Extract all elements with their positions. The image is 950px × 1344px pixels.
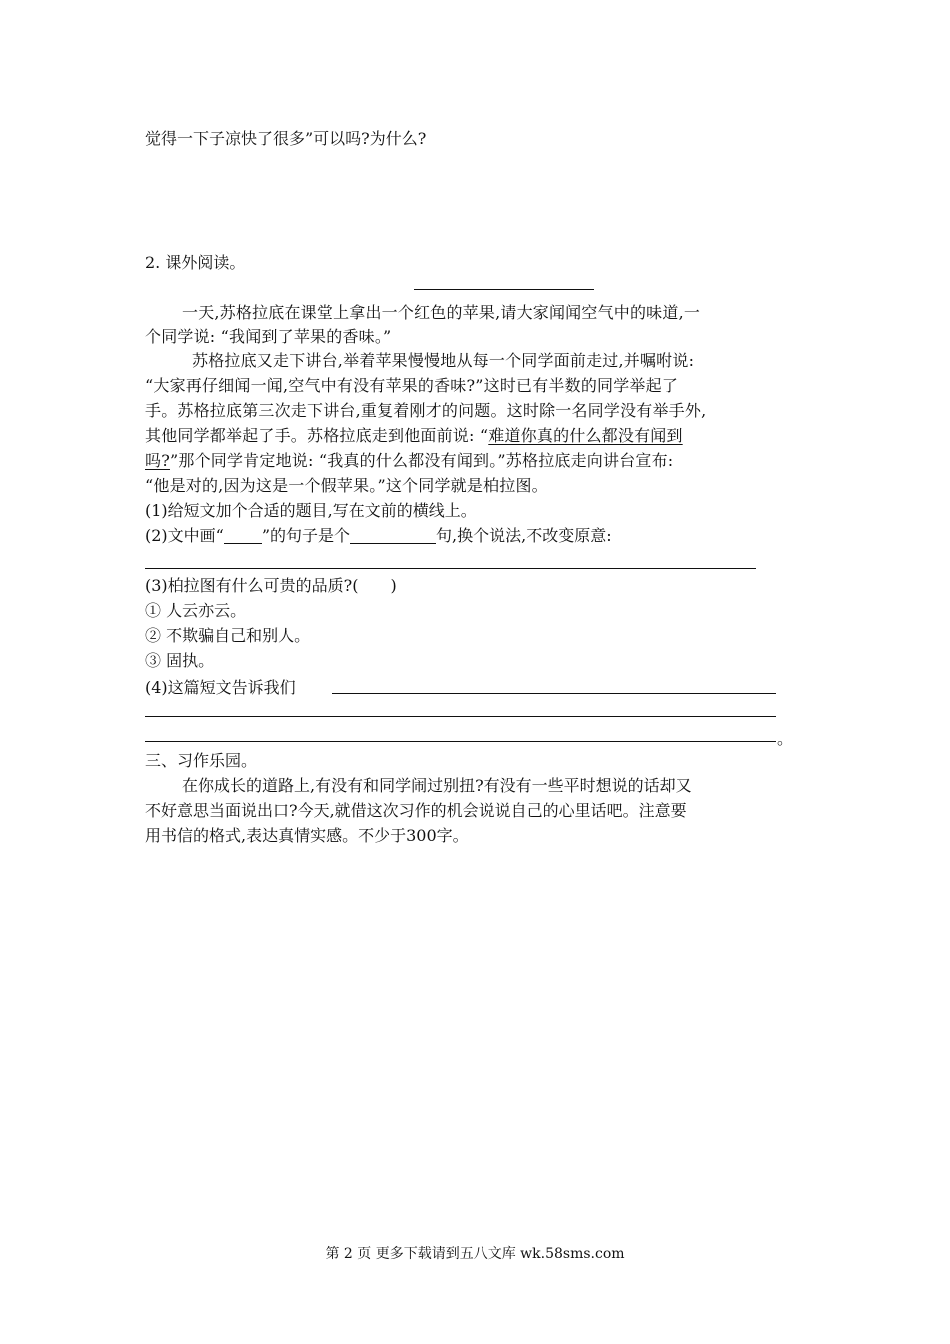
answer-line[interactable]: [145, 741, 776, 742]
passage-line: 苏格拉底又走下讲台,举着苹果慢慢地从每一个同学面前走过,并嘱咐说:: [192, 351, 695, 370]
question-1: (1)给短文加个合适的题目,写在文前的横线上。: [145, 501, 477, 520]
answer-line[interactable]: [332, 693, 776, 694]
passage-line: 手。苏格拉底第三次走下讲台,重复着刚才的问题。这时除一名同学没有举手外,: [145, 401, 707, 420]
section-heading-writing: 三、习作乐园。: [145, 751, 258, 770]
writing-prompt-line: 在你成长的道路上,有没有和同学闹过别扭?有没有一些平时想说的话却又: [182, 776, 692, 795]
answer-blank[interactable]: [224, 527, 262, 544]
option-3: ③ 固执。: [145, 651, 215, 670]
passage-line: 个同学说: “我闻到了苹果的香味。”: [145, 327, 392, 346]
question-4: (4)这篇短文告诉我们: [145, 678, 296, 697]
passage-line: [145, 449, 673, 473]
question-2: [145, 524, 612, 548]
answer-line[interactable]: [145, 716, 776, 717]
passage-line: [145, 424, 683, 448]
question-4-end: 。: [777, 729, 794, 748]
question-2-text: 句,换个说法,不改变原意:: [436, 526, 612, 545]
question-3: (3)柏拉图有什么可贵的品质?( ): [145, 576, 397, 595]
passage-text: 其他同学都举起了手。苏格拉底走到他面前说: “: [145, 426, 489, 445]
answer-line[interactable]: [145, 568, 756, 569]
title-blank-line: [414, 289, 594, 290]
option-2: ② 不欺骗自己和别人。: [145, 626, 311, 645]
writing-prompt-line: 不好意思当面说出口?今天,就借这次习作的机会说说自己的心里话吧。注意要: [145, 801, 687, 820]
passage-line: “大家再仔细闻一闻,空气中有没有苹果的香味?”这时已有半数的同学举起了: [145, 376, 679, 395]
question-2-text: ”的句子是个: [261, 526, 351, 545]
question-2-text: (2)文中画“: [145, 526, 224, 545]
section-heading-reading: 2. 课外阅读。: [145, 253, 246, 272]
passage-line: 一天,苏格拉底在课堂上拿出一个红色的苹果,请大家闻闻空气中的味道,一: [182, 303, 701, 322]
underlined-sentence-end: 吗?: [145, 451, 170, 470]
underlined-sentence: 难道你真的什么都没有闻到: [488, 426, 683, 445]
writing-prompt-line: 用书信的格式,表达真情实感。不少于300字。: [145, 826, 469, 845]
passage-text: ”那个同学肯定地说: “我真的什么都没有闻到。”苏格拉底走向讲台宣布:: [169, 451, 674, 470]
option-1: ① 人云亦云。: [145, 601, 247, 620]
question-continuation: 觉得一下子凉快了很多”可以吗?为什么?: [145, 129, 427, 148]
passage-line: “他是对的,因为这是一个假苹果。”这个同学就是柏拉图。: [145, 476, 548, 495]
answer-blank[interactable]: [350, 527, 436, 544]
page-footer: 第 2 页 更多下载请到五八文库 wk.58sms.com: [325, 1246, 625, 1262]
